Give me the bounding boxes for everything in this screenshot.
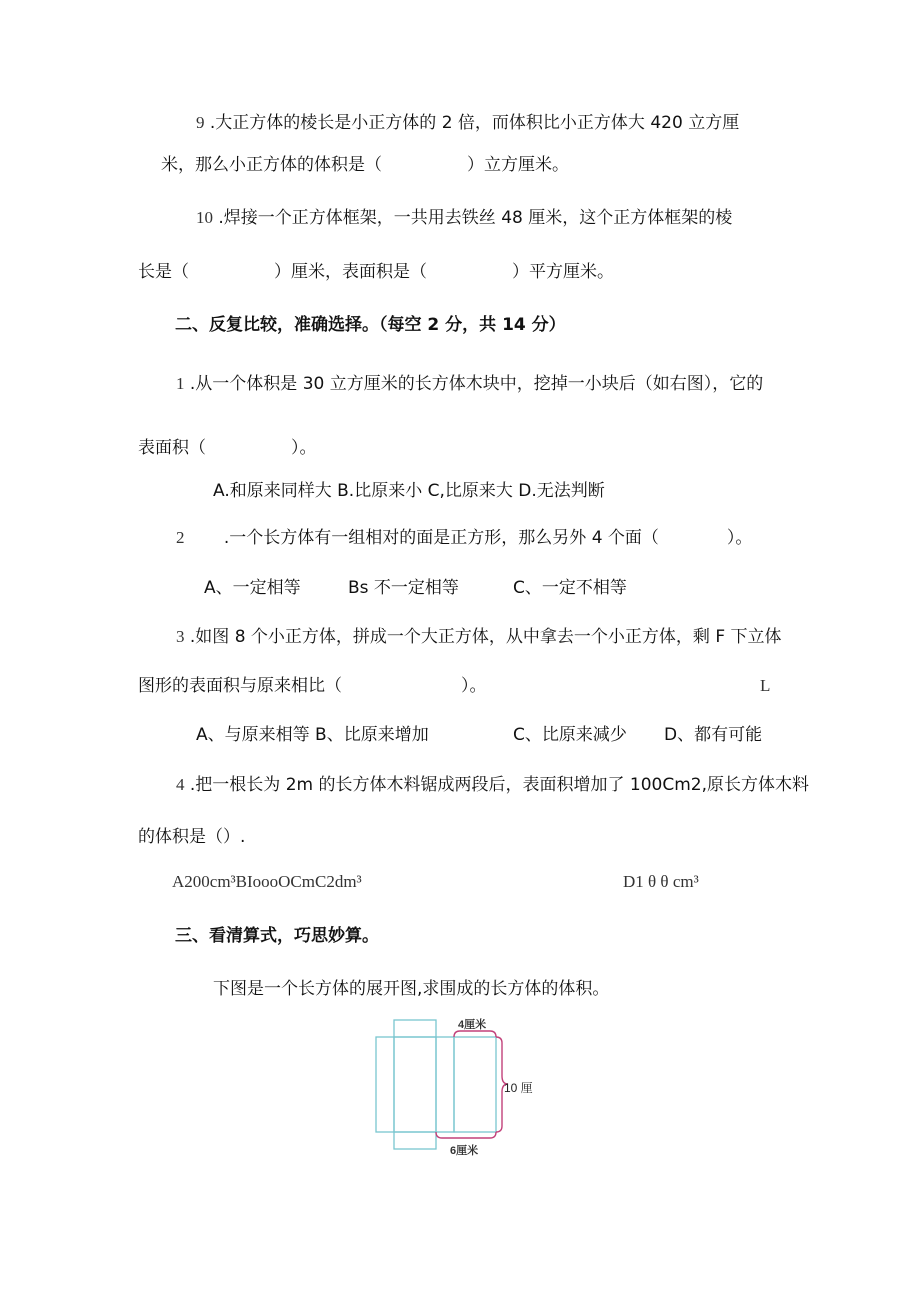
q10-number: 10: [196, 208, 213, 227]
s2-q1-line1: [176, 372, 763, 396]
s2-q3-line1: [176, 625, 782, 649]
q9-line2: 米，那么小正方体的体积是（ ）立方厘米。: [161, 155, 569, 175]
net-face-top: [394, 1020, 436, 1037]
dimension-brace-bottom: [436, 1132, 496, 1138]
section3-title: 三、看清算式，巧思妙算。: [175, 926, 379, 946]
label-right: 10 厘: [504, 1081, 533, 1095]
label-top: 4厘米: [458, 1019, 487, 1031]
section3-intro: 下图是一个长方体的展开图,求围成的长方体的体积。: [213, 979, 610, 999]
s2-q4-line2: 的体积是（）.: [138, 827, 246, 847]
s2-q1-line2: 表面积（ ）。: [138, 438, 317, 458]
net-face-left: [376, 1037, 394, 1132]
q9-text-1: .大正方体的棱长是小正方体的 2 倍，而体积比小正方体大 420 立方厘: [209, 113, 740, 133]
s2-q2-option-a: A、一定相等: [204, 578, 301, 598]
net-face-front: [394, 1037, 436, 1132]
s2-q4-line1: [176, 773, 809, 797]
q10-text-1: .焊接一个正方体框架，一共用去铁丝 48 厘米，这个正方体框架的棱: [218, 208, 733, 228]
q9-number: 9: [196, 113, 205, 132]
cuboid-net-diagram: [370, 1010, 550, 1160]
s2-q2-option-c: C、一定不相等: [513, 578, 627, 598]
q9-line1: [196, 111, 739, 135]
s2-q1-text-1: .从一个体积是 30 立方厘米的长方体木块中，挖掉一小块后（如右图），它的: [189, 374, 764, 394]
s2-q4-text-1: .把一根长为 2m 的长方体木料锯成两段后，表面积增加了 100Cm2,原长方体木料: [189, 775, 809, 795]
net-face-right: [436, 1037, 454, 1132]
s2-q4-number: 4: [176, 775, 185, 794]
s2-q3-number: 3: [176, 627, 185, 646]
s2-q3-options-ab: A、与原来相等 B、比原来增加: [196, 725, 429, 745]
s2-q3-option-c: C、比原来减少: [513, 725, 627, 745]
q10-line1: [196, 206, 732, 230]
s2-q2-line: [176, 526, 752, 550]
s2-q3-option-d: D、都有可能: [664, 725, 763, 745]
s2-q1-number: 1: [176, 374, 185, 393]
net-faces: [376, 1020, 496, 1149]
net-face-back: [454, 1037, 496, 1132]
s2-q4-option-d: D1 θ θ cm³: [623, 872, 699, 891]
net-face-bottom: [394, 1132, 436, 1149]
section2-title: 二、反复比较，准确选择。（每空 2 分，共 14 分）: [175, 315, 566, 335]
dimension-brace-top: [454, 1031, 496, 1037]
s2-q2-option-b: Bs 不一定相等: [348, 578, 459, 598]
q10-line2: 长是（ ）厘米，表面积是（ ）平方厘米。: [138, 262, 614, 282]
s2-q3-text-1: .如图 8 个小正方体，拼成一个大正方体，从中拿去一个小正方体，剩 F 下立体: [189, 627, 782, 647]
s2-q3-stray-mark: L: [760, 676, 771, 695]
s2-q4-options-abc: A200cm³BIoooOCmC2dm³: [172, 872, 362, 891]
s2-q2-number: 2: [176, 528, 185, 547]
s2-q2-text: .一个长方体有一组相对的面是正方形，那么另外 4 个面（ ）。: [223, 528, 753, 548]
s2-q3-line2: 图形的表面积与原来相比（ ）。: [138, 676, 487, 696]
label-bottom: 6厘米: [450, 1145, 479, 1157]
s2-q1-options: A.和原来同样大 B.比原来小 C,比原来大 D.无法判断: [213, 481, 605, 501]
